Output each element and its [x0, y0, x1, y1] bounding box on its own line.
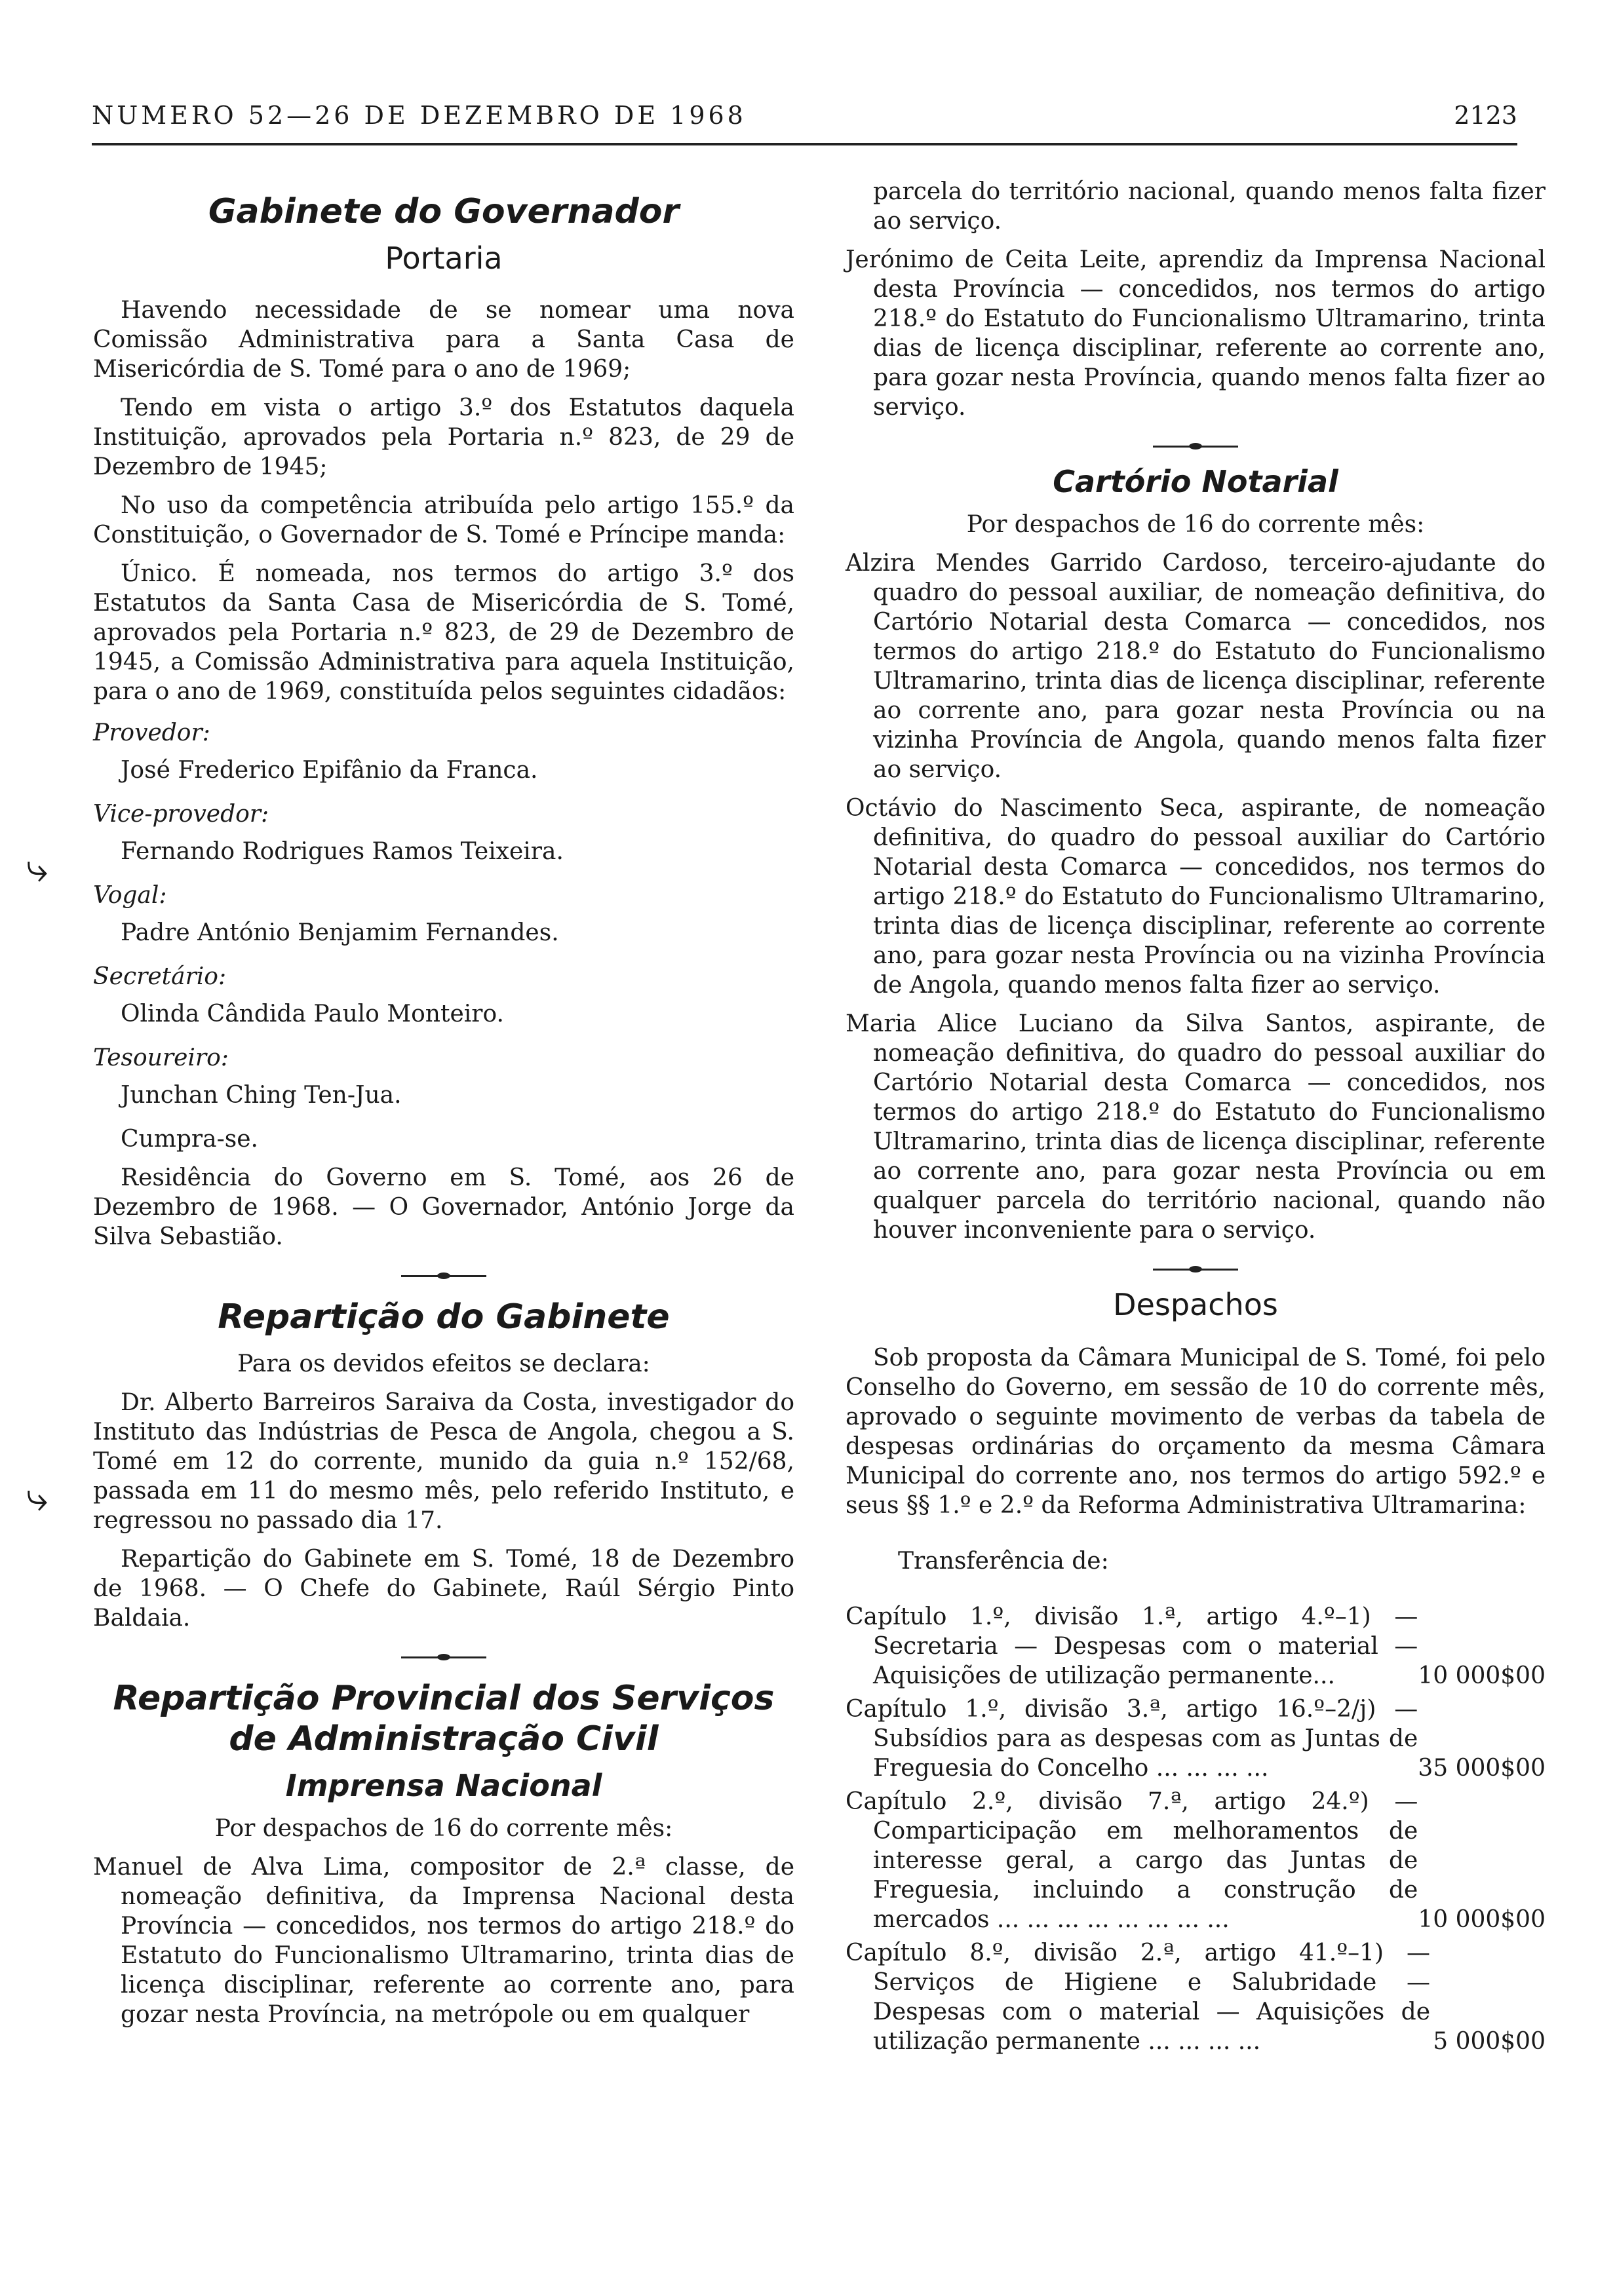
paragraph: parcela do território nacional, quando menos falta fizer ao serviço.: [873, 178, 1546, 235]
intro-line: Por despachos de 16 do corrente mês:: [966, 511, 1425, 538]
budget-description: Capítulo 1.º, divisão 1.ª, artigo 4.º–1) — Secretaria — Despesas com o material — Aquisições de utilização permanente...: [846, 1603, 1418, 1689]
person-name: Fernando Rodrigues Ramos Teixeira.: [121, 838, 564, 865]
person-name: José Frederico Epifânio da Franca.: [121, 757, 538, 784]
budget-amount: 10 000$00: [1418, 1906, 1546, 1933]
signature-paragraph: Repartição do Gabinete em S. Tomé, 18 de Dezembro de 1968. — O Chefe do Gabinete, Raúl Sérgio Pinto Baldaia.: [93, 1546, 794, 1632]
intro-line: Para os devidos efeitos se declara:: [237, 1350, 650, 1377]
budget-row: [846, 1938, 1546, 2056]
budget-description: Capítulo 1.º, divisão 3.ª, artigo 16.º–2/j) — Subsídios para as despesas com as Juntas de Freguesia do Concelho ... ... ... ...: [846, 1696, 1418, 1782]
paragraph: Havendo necessidade de se nomear uma nova Comissão Administrativa para a Santa Casa de Misericórdia de S. Tomé para o ano de 1969;: [93, 297, 794, 383]
subtitle-portaria: Portaria: [385, 240, 503, 276]
paragraph: Sob proposta da Câmara Municipal de S. Tomé, foi pelo Conselho do Governo, em sessão de 10 do corrente mês, aprovado o seguinte movimento de verbas da tabela de despesas ordinárias do orçamento da mesma Câmara Municipal do corrente ano, nos termos do artigo 592.º e seus §§ 1.º e 2.º da Reforma Administrativa Ultramarina:: [846, 1345, 1546, 1519]
subtitle-despachos: Despachos: [1113, 1287, 1278, 1322]
hand-mark-icon: ⤷: [26, 1474, 49, 1520]
budget-amount: 35 000$00: [1418, 1755, 1546, 1782]
intro-line: Transferência de:: [898, 1548, 1109, 1575]
paragraph: Octávio do Nascimento Seca, aspirante, de nomeação definitiva, do quadro do pessoal auxiliar do Cartório Notarial desta Comarca — concedidos, nos termos do artigo 218.º do Estatuto do Funcionalismo Ultramarino, trinta dias de licença disciplinar, referente ao corrente ano, para gozar nesta Província ou na vizinha Província de Angola, quando menos falta fizer ao serviço.: [846, 795, 1546, 999]
budget-row: [846, 1602, 1546, 1691]
person-name: Padre António Benjamim Fernandes.: [121, 919, 559, 946]
paragraph: Maria Alice Luciano da Silva Santos, aspirante, de nomeação definitiva, do quadro do pessoal auxiliar do Cartório Notarial desta Comarca — concedidos, nos termos do artigo 218.º do Estatuto do Funcionalismo Ultramarino, trinta dias de licença disciplinar, referente ao corrente ano, para gozar nesta Província ou em qualquer parcela do território nacional, quando não houver inconveniente para o serviço.: [846, 1010, 1546, 1244]
left-column: [93, 177, 794, 2038]
paragraph: No uso da competência atribuída pelo artigo 155.º da Constituição, o Governador de S. Tomé e Príncipe manda:: [93, 492, 794, 548]
intro-line: Por despachos de 16 do corrente mês:: [214, 1815, 673, 1842]
right-column: [846, 177, 1546, 2060]
budget-description: Capítulo 8.º, divisão 2.ª, artigo 41.º–1) — Serviços de Higiene e Salubridade — Despesas com o material — Aquisições de utilização permanente ... ... ... ...: [846, 1940, 1430, 2055]
person-name: Olinda Cândida Paulo Monteiro.: [121, 1001, 504, 1027]
paragraph: Cumpra-se.: [121, 1126, 258, 1153]
section-title-rps-1: Repartição Provincial dos Serviços: [113, 1679, 775, 1718]
subtitle-cartorio: Cartório Notarial: [1053, 464, 1338, 499]
paragraph: Dr. Alberto Barreiros Saraiva da Costa, investigador do Instituto das Indústrias de Pesca de Angola, chegou a S. Tomé em 12 do corrente, munido da guia n.º 152/68, passada em 11 do mesmo mês, pelo referido Instituto, e regressou no passado dia 17.: [93, 1389, 794, 1534]
paragraph: Jerónimo de Ceita Leite, aprendiz da Imprensa Nacional desta Província — concedidos, nos termos do artigo 218.º do Estatuto do Funcionalismo Ultramarino, trinta dias de licença disciplinar, referente ao corrente ano, para gozar nesta Província, quando menos falta fizer ao serviço.: [846, 246, 1546, 421]
budget-amount: 5 000$00: [1433, 2028, 1546, 2055]
role-label: Tesoureiro:: [93, 1044, 229, 1071]
page-header: [92, 97, 1517, 145]
role-label: Provedor:: [93, 719, 210, 746]
budget-row: [846, 1787, 1546, 1934]
role-label: Vogal:: [93, 882, 167, 909]
subtitle-imprensa: Imprensa Nacional: [285, 1768, 602, 1803]
page-number: 2123: [1454, 101, 1517, 130]
section-divider: [401, 1275, 486, 1277]
budget-row: [846, 1694, 1546, 1783]
role-label: Vice-provedor:: [93, 801, 269, 828]
section-title-rps-2: de Administração Civil: [229, 1719, 659, 1759]
paragraph: Único. É nomeada, nos termos do artigo 3.º dos Estatutos da Santa Casa de Misericórdia de S. Tomé, aprovados pela Portaria n.º 823, de 29 de Dezembro de 1945, a Comissão Administrativa para aquela Instituição, para o ano de 1969, constituída pelos seguintes cidadãos:: [93, 560, 794, 705]
section-title-gabinete: Gabinete do Governador: [208, 192, 680, 231]
signature-paragraph: Residência do Governo em S. Tomé, aos 26 de Dezembro de 1968. — O Governador, António Jorge da Silva Sebastião.: [93, 1164, 794, 1250]
section-divider: [401, 1656, 486, 1658]
paragraph: Alzira Mendes Garrido Cardoso, terceiro-ajudante do quadro do pessoal auxiliar, de nomeação definitiva, do Cartório Notarial desta Comarca — concedidos, nos termos do artigo 218.º do Estatuto do Funcionalismo Ultramarino, trinta dias de licença disciplinar, referente ao corrente ano, para gozar nesta Província ou na vizinha Província de Angola, quando menos falta fizer ao serviço.: [846, 550, 1546, 783]
budget-amount: 10 000$00: [1418, 1662, 1546, 1689]
hand-mark-icon: ⤷: [26, 845, 49, 891]
role-label: Secretário:: [93, 963, 227, 990]
section-title-reparticao: Repartição do Gabinete: [218, 1297, 670, 1337]
section-divider: [1153, 446, 1238, 448]
section-divider: [1153, 1269, 1238, 1271]
paragraph: Tendo em vista o artigo 3.º dos Estatutos daquela Instituição, aprovados pela Portaria n.º 823, de 29 de Dezembro de 1945;: [93, 394, 794, 480]
person-name: Junchan Ching Ten-Jua.: [121, 1082, 402, 1109]
issue-line: NUMERO 52—26 DE DEZEMBRO DE 1968: [92, 101, 747, 130]
budget-description: Capítulo 2.º, divisão 7.ª, artigo 24.º) — Comparticipação em melhoramentos de interesse geral, a cargo das Juntas de Freguesia, incluindo a construção de mercados ... ... ... ... ... ... ... ...: [846, 1788, 1418, 1933]
paragraph: Manuel de Alva Lima, compositor de 2.ª classe, de nomeação definitiva, da Imprensa Nacional desta Província — concedidos, nos termos do artigo 218.º do Estatuto do Funcionalismo Ultramarino, trinta dias de licença disciplinar, referente ao corrente ano, para gozar nesta Província, na metrópole ou em qualquer: [93, 1854, 794, 2028]
